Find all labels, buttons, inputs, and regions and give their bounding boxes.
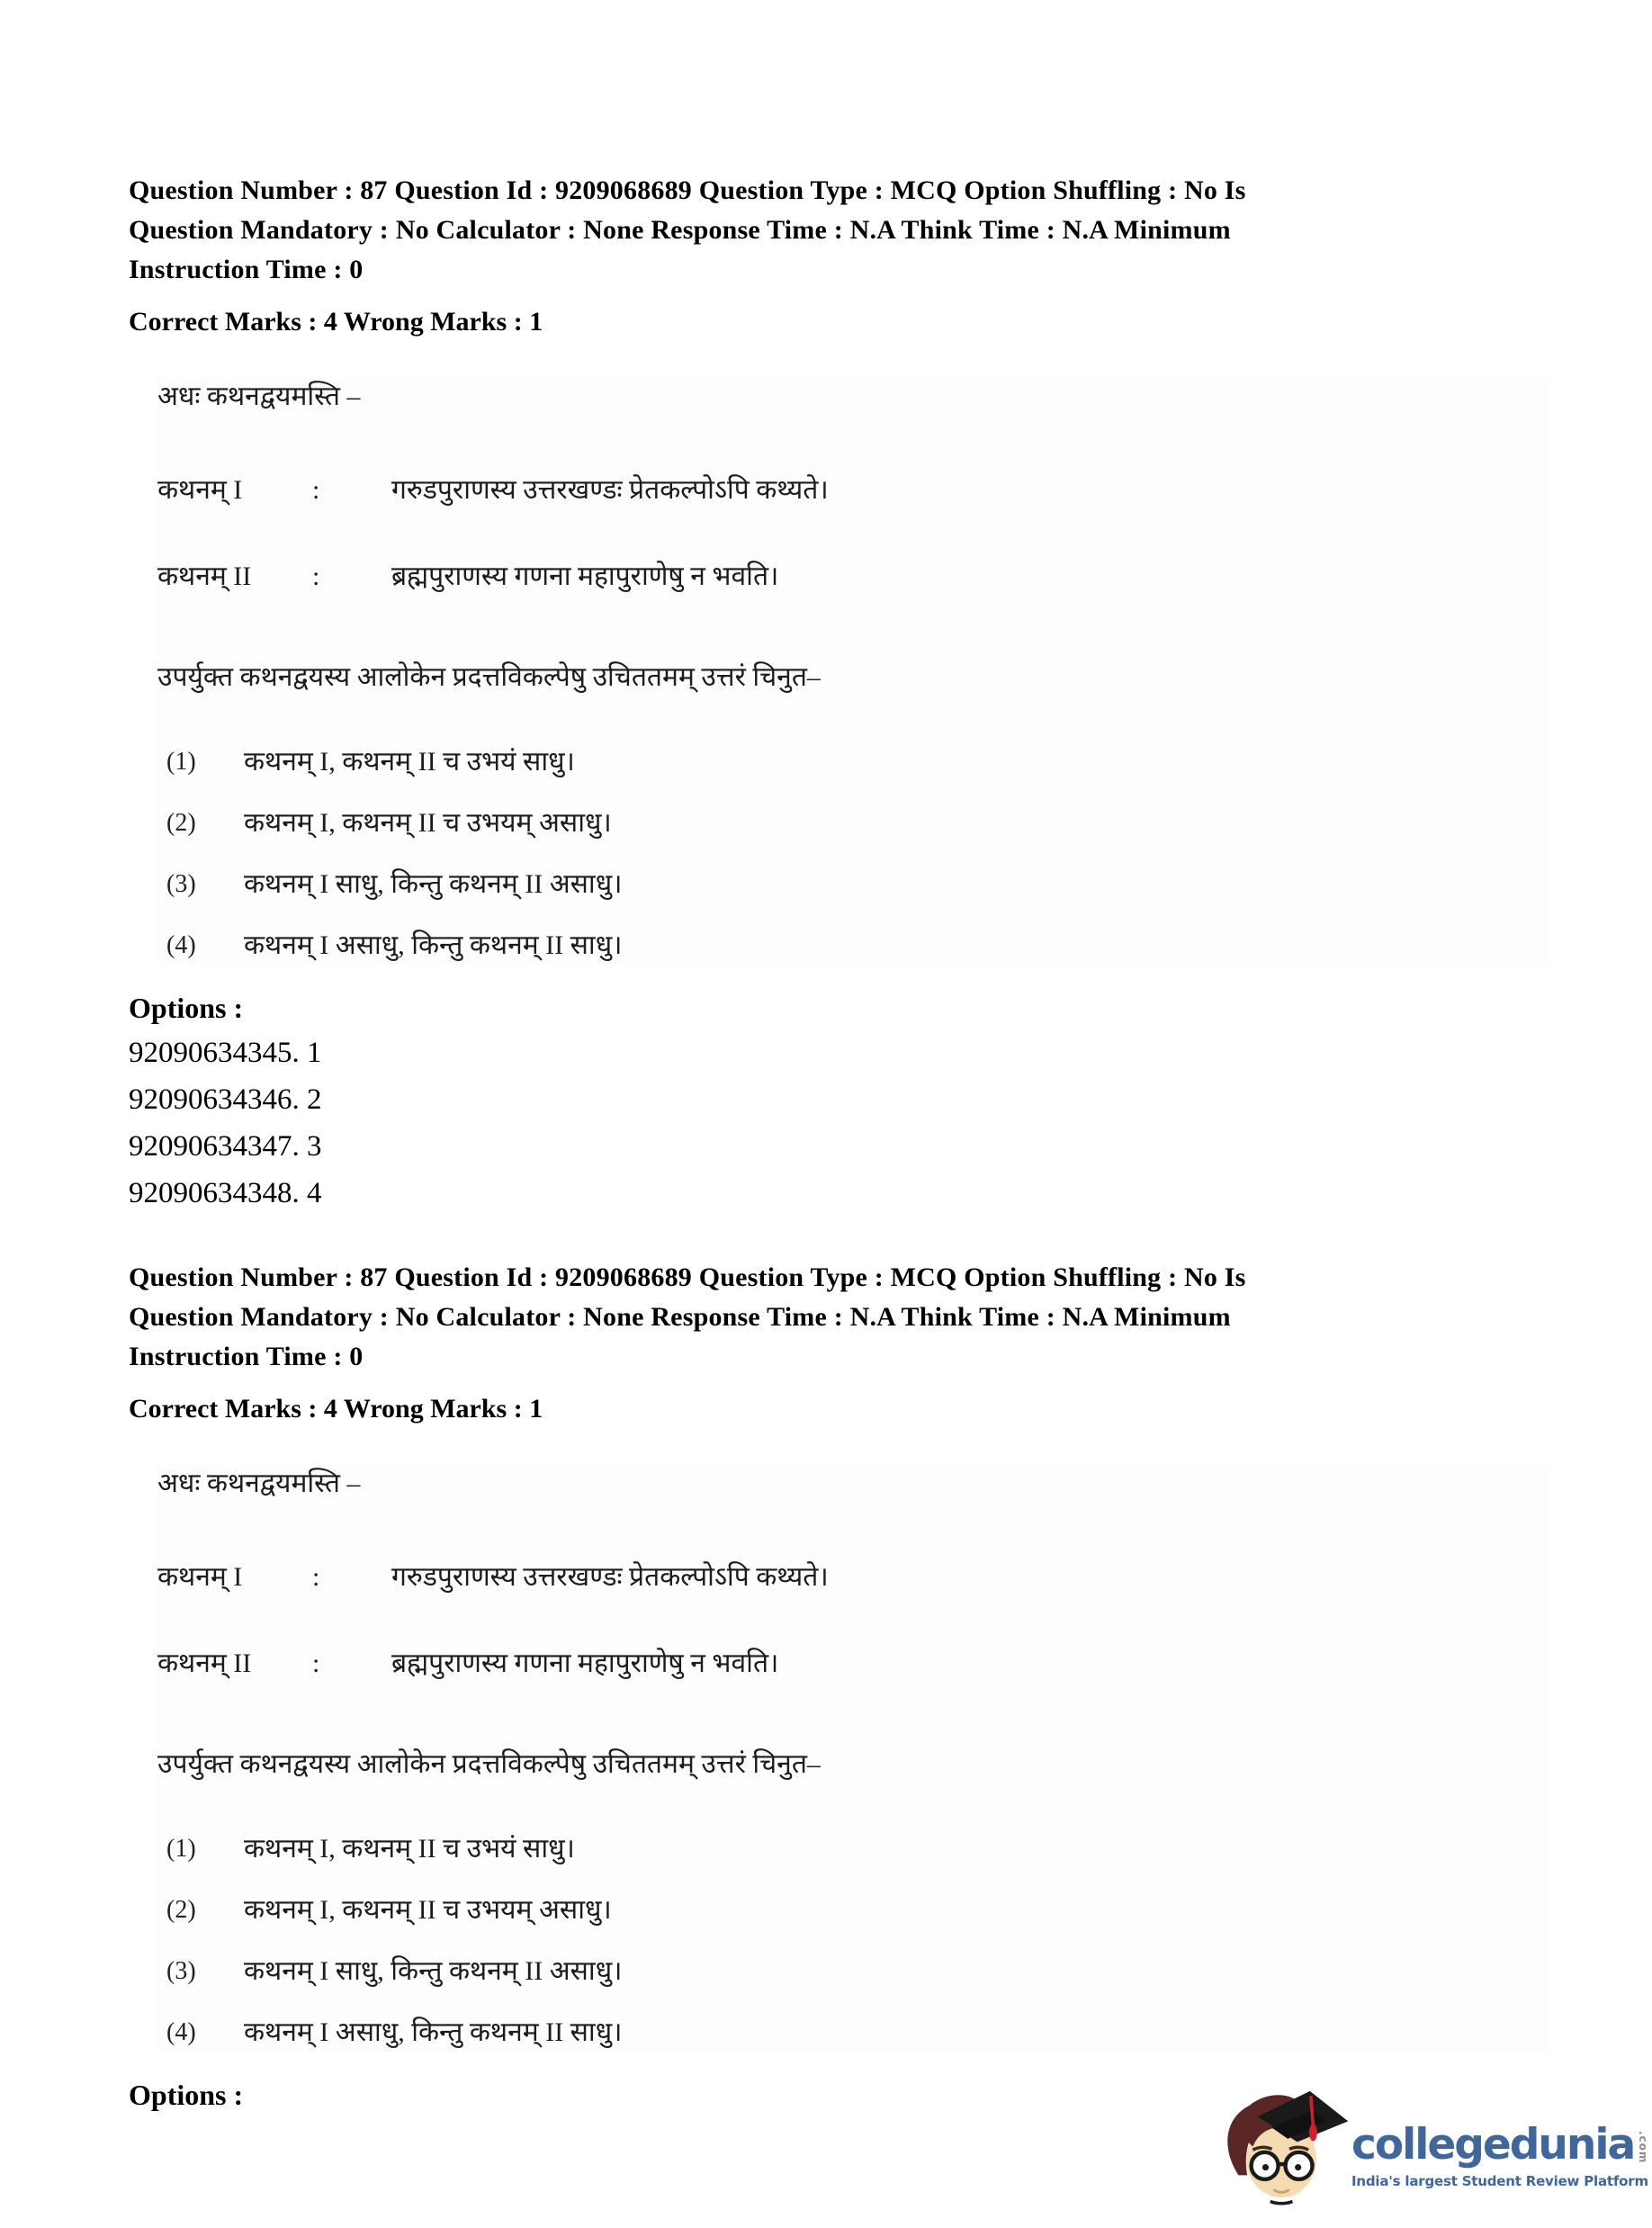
question-image-area xyxy=(157,376,1550,966)
choice-text: कथनम् I, कथनम् II च उभयम् असाधु। xyxy=(244,1895,612,1925)
choice-number: (3) xyxy=(166,870,196,898)
question-meta-line: Instruction Time : 0 xyxy=(129,255,364,284)
brand-tagline: India's largest Student Review Platform xyxy=(1351,2173,1648,2189)
statement-text: गरुडपुराणस्य उत्तरखण्डः प्रेतकल्पोऽपि कथ्यते। xyxy=(391,1562,829,1592)
brand-wordmark: collegedunia xyxy=(1351,2120,1635,2170)
choice-text: कथनम् I, कथनम् II च उभयं साधु। xyxy=(244,1834,575,1864)
choice-row xyxy=(166,1828,1550,1870)
choice-row xyxy=(166,741,1550,783)
choice-row xyxy=(166,925,1550,966)
choice-text: कथनम् I, कथनम् II च उभयं साधु। xyxy=(244,747,575,777)
choice-text: कथनम् I असाधु, किन्तु कथनम् II साधु। xyxy=(244,2017,623,2047)
options-heading: Options : xyxy=(129,2079,244,2111)
statement-separator: : xyxy=(312,1649,320,1678)
question-meta-line: Question Number : 87 Question Id : 9209068689 Question Type : MCQ Option Shuffling : No Is xyxy=(129,175,1246,205)
choice-row xyxy=(166,1890,1550,1931)
choice-row xyxy=(166,864,1550,905)
question-meta-line: Question Mandatory : No Calculator : None Response Time : N.A Think Time : N.A Minimum xyxy=(129,1302,1231,1332)
option-id-line: 92090634346. 2 xyxy=(129,1083,322,1116)
choice-number: (1) xyxy=(166,748,196,776)
question-block-1 xyxy=(129,171,1550,1217)
choice-text: कथनम् I साधु, किन्तु कथनम् II असाधु। xyxy=(244,869,623,899)
statement-text: ब्रह्मपुराणस्य गणना महापुराणेषु न भवति। xyxy=(391,1649,779,1678)
question-block-2 xyxy=(129,1258,1550,2116)
sanskrit-prompt: उपर्युक्त कथनद्वयस्य आलोकेन प्रदत्तविकल्पेषु उचिततमम् उत्तरं चिनुत– xyxy=(157,1749,821,1779)
statement-separator: : xyxy=(312,561,320,591)
question-meta-line: Question Mandatory : No Calculator : None Response Time : N.A Think Time : N.A Minimum xyxy=(129,215,1231,245)
choice-list xyxy=(157,1828,1550,2053)
collegedunia-logo xyxy=(1215,2077,1649,2216)
option-id-line: 92090634348. 4 xyxy=(129,1177,322,1209)
choice-number: (3) xyxy=(166,1957,196,1985)
choice-number: (2) xyxy=(166,809,196,837)
sanskrit-intro: अधः कथनद्वयमस्ति – xyxy=(157,1469,361,1498)
options-heading: Options : xyxy=(129,992,244,1024)
choice-number: (4) xyxy=(166,931,196,959)
choice-number: (4) xyxy=(166,2018,196,2046)
statement-label: कथनम् II xyxy=(157,1649,252,1678)
choice-row xyxy=(166,803,1550,844)
statement-label: कथनम् I xyxy=(157,1562,243,1592)
statement-separator: : xyxy=(312,475,320,505)
question-image-area xyxy=(157,1463,1550,2053)
marks-line: Correct Marks : 4 Wrong Marks : 1 xyxy=(129,307,543,337)
statement-row xyxy=(157,1557,1550,1598)
statement-separator: : xyxy=(312,1562,320,1592)
statement-text: गरुडपुराणस्य उत्तरखण्डः प्रेतकल्पोऽपि कथ्यते। xyxy=(391,475,829,505)
statement-row xyxy=(157,470,1550,511)
statement-row xyxy=(157,556,1550,597)
choice-row xyxy=(166,1951,1550,1992)
choice-text: कथनम् I साधु, किन्तु कथनम् II असाधु। xyxy=(244,1956,623,1986)
statement-text: ब्रह्मपुराणस्य गणना महापुराणेषु न भवति। xyxy=(391,561,779,591)
question-meta-line: Instruction Time : 0 xyxy=(129,1342,364,1371)
choice-row xyxy=(166,2012,1550,2053)
choice-number: (1) xyxy=(166,1835,196,1863)
statement-label: कथनम् I xyxy=(157,475,243,505)
option-id-line: 92090634347. 3 xyxy=(129,1130,322,1163)
choice-text: कथनम् I असाधु, किन्तु कथनम् II साधु। xyxy=(244,930,623,960)
sanskrit-intro: अधः कथनद्वयमस्ति – xyxy=(157,382,361,411)
graduate-boy-mascot-icon xyxy=(1215,2077,1350,2216)
brand-tld: .com xyxy=(1637,2130,1650,2163)
statement-row xyxy=(157,1643,1550,1684)
question-meta-line: Question Number : 87 Question Id : 9209068689 Question Type : MCQ Option Shuffling : No Is xyxy=(129,1262,1246,1292)
choice-text: कथनम् I, कथनम् II च उभयम् असाधु। xyxy=(244,808,612,838)
choice-number: (2) xyxy=(166,1896,196,1924)
sanskrit-prompt: उपर्युक्त कथनद्वयस्य आलोकेन प्रदत्तविकल्पेषु उचिततमम् उत्तरं चिनुत– xyxy=(157,662,821,692)
choice-list xyxy=(157,741,1550,966)
statement-label: कथनम् II xyxy=(157,561,252,591)
marks-line: Correct Marks : 4 Wrong Marks : 1 xyxy=(129,1394,543,1424)
option-id-line: 92090634345. 1 xyxy=(129,1037,322,1069)
